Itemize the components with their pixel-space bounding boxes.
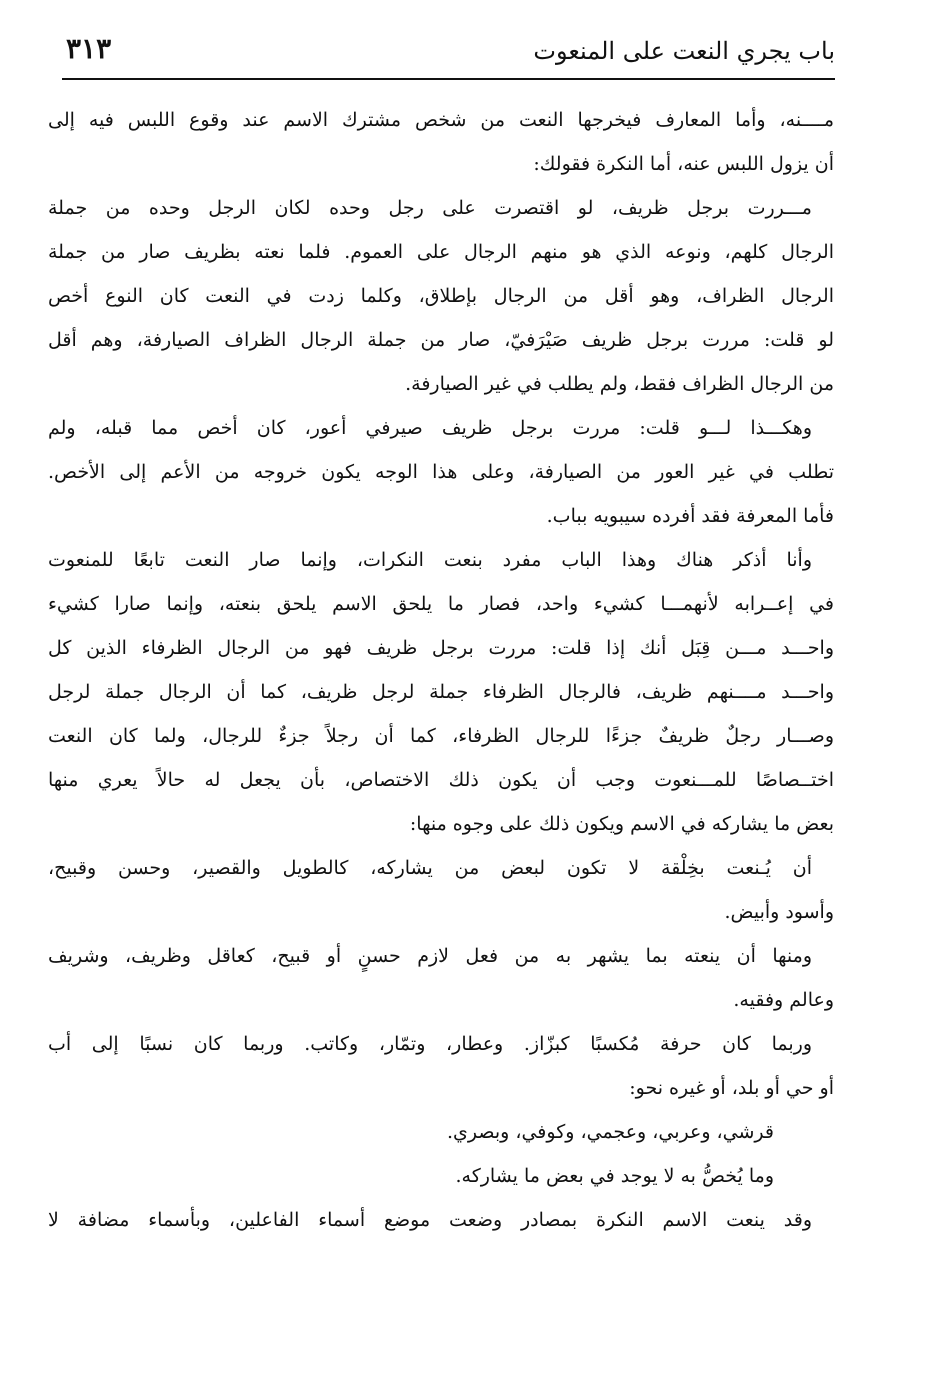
text-line: وأنا أذكر هناك وهذا الباب مفرد بنعت النكرات، وإنما صار النعت تابعًا للمنعوت: [48, 549, 812, 571]
page-header: [62, 28, 835, 80]
text-line: مــــنه، وأما المعارف فيخرجها النعت من شخص مشترك الاسم عند وقوع اللبس فيه إلى: [48, 109, 834, 131]
text-line: فأما المعرفة فقد أفرده سيبويه بباب.: [546, 505, 834, 527]
text-line: وأسود وأبيض.: [724, 901, 834, 923]
text-line: وقد ينعت الاسم النكرة بمصادر وضعت موضع أسماء الفاعلين، وبأسماء مضافة لا: [48, 1209, 812, 1231]
running-title: باب يجري النعت على المنعوت: [533, 37, 835, 65]
text-line: تطلب في غير العور من الصيارفة، وعلى هذا الوجه يكون خروجه من الأعم إلى الأخص.: [48, 461, 834, 483]
body-text: [48, 98, 834, 1338]
text-line: في إعــرابه لأنهمـــا كشيء واحد، فصار ما يلحق الاسم يلحق بنعته، وإنما صارا كشيء: [48, 593, 834, 615]
text-line: الرجال كلهم، ونوعه الذي هو منهم الرجال على العموم. فلما نعته بظريف صار من جملة: [48, 241, 834, 263]
text-line: بعض ما يشاركه في الاسم ويكون ذلك على وجوه منها:: [409, 813, 834, 835]
text-line: وصـــار رجلٌ ظريفٌ جزءًا للرجال الظرفاء، كما أن رجلاً جزءٌ للرجال، ولما كان النعت: [48, 725, 834, 747]
text-line: ومنها أن ينعته بما يشهر به من فعل لازم حسنٍ أو قبيح، كعاقل وظريف، وشريف: [48, 945, 812, 967]
text-line: وعالم وفقيه.: [733, 989, 834, 1011]
text-line: وما يُخصُّ به لا يوجد في بعض ما يشاركه.: [455, 1165, 774, 1187]
text-line: واحـــد مـــن قِبَل أنك إذا قلت: مررت برجل ظريف فهو من الرجال الظرفاء الذين كل: [48, 637, 834, 659]
text-line: أن يزول اللبس عنه، أما النكرة فقولك:: [533, 153, 834, 175]
text-line: قرشي، وعربي، وعجمي، وكوفي، وبصري.: [446, 1121, 774, 1143]
text-line: لو قلت: مررت برجل ظريف صَيْرَفيّ، صار من جملة الرجال الظراف الصيارفة، وهم أقل: [48, 329, 834, 351]
text-line: وهكـــذا لـــو قلت: مررت برجل ظريف صيرفي أعور، كان أخص مما قبله، ولم: [48, 417, 812, 439]
page-number: ٣١٣: [66, 32, 112, 65]
text-line: أو حي أو بلد، أو غيره نحو:: [629, 1077, 834, 1099]
text-line: واحـــد مــــنهم ظريف، فالرجال الظرفاء جملة لرجل ظريف، كما أن الرجال جملة لرجل: [48, 681, 834, 703]
text-line: مـــررت برجل ظريف، لو اقتصرت على رجل وحده لكان الرجل وحده من جملة: [48, 197, 812, 219]
text-line: وربما كان حرفة مُكسبًا كبزّاز. وعطار، وتمّار، وكاتب. وربما كان نسبًا إلى أب: [48, 1033, 812, 1055]
text-line: اختــصاصًا للمـــنعوت وجب أن يكون ذلك الاختصاص، بأن يجعل له حالاً يعري منها: [48, 769, 834, 791]
text-line: من الرجال الظراف فقط، ولم يطلب في غير الصيارفة.: [405, 373, 834, 395]
text-line: الرجال الظراف، وهو أقل من الرجال بإطلاق، وكلما زدت في النعت كان النوع أخص: [48, 285, 834, 307]
text-line: أن يُـنعت بخِلْقة لا تكون لبعض من يشاركه، كالطويل والقصير، وحسن وقبيح،: [48, 857, 812, 879]
